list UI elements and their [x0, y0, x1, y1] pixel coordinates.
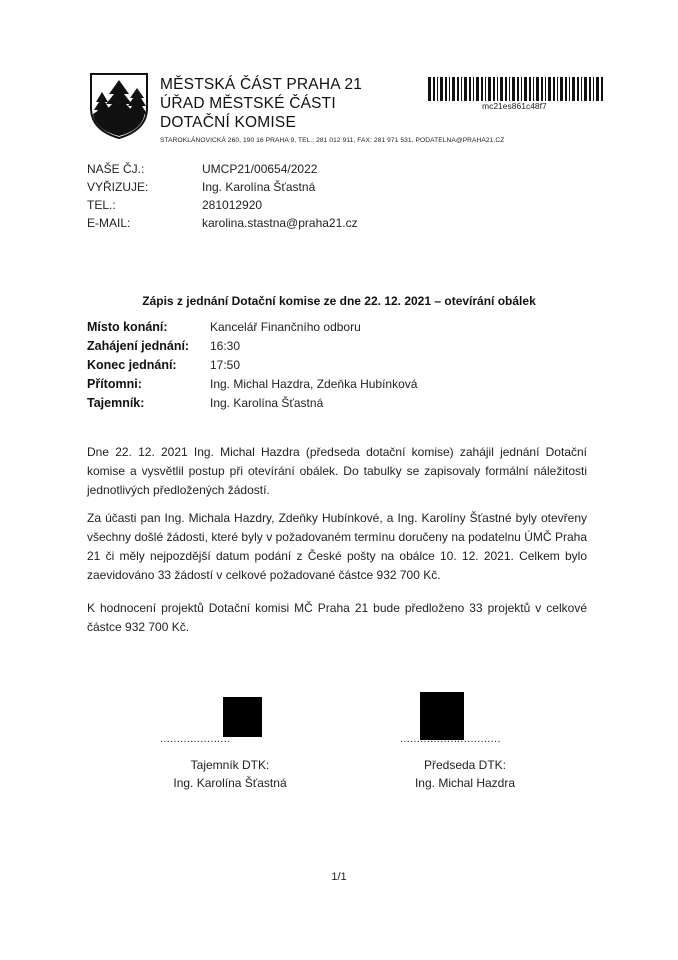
- paragraph-2: Za účasti pan Ing. Michala Hazdry, Zdeňky Hubínkové, a Ing. Karolíny Šťastné byly otevřeny všechny došlé žádosti, které byly v požadovaném termínu doručeny na podatelnu ÚMČ Praha 21 či měly nejpozdější datum podání z České pošty na obálce 10. 12. 2021. Celkem bylo zaevidováno 33 žádostí v celkové požadované částce 932 700 Kč.: [87, 511, 587, 582]
- org-name-line3: DOTAČNÍ KOMISE: [160, 114, 296, 131]
- meta-label-tel: TEL.:: [87, 198, 116, 212]
- page-number: 1/1: [331, 871, 347, 883]
- signature-name-chair: Ing. Michal Hazdra: [414, 776, 516, 790]
- meta-value-tel: 281012920: [202, 198, 263, 212]
- info-value-secretary: Ing. Karolína Šťastná: [210, 396, 324, 410]
- redacted-signature-secretary: [223, 697, 262, 737]
- signature-line-secretary: .....................: [160, 733, 231, 745]
- info-value-present: Ing. Michal Hazdra, Zdeňka Hubínková: [210, 377, 418, 391]
- meta-value-handler: Ing. Karolína Šťastná: [202, 180, 316, 194]
- info-value-start: 16:30: [210, 339, 241, 353]
- info-value-place: Kancelář Finančního odboru: [210, 320, 361, 334]
- meta-label-email: E-MAIL:: [87, 216, 131, 230]
- info-value-end: 17:50: [210, 358, 241, 372]
- signature-role-secretary: Tajemník DTK:: [190, 758, 270, 772]
- document-title: Zápis z jednání Dotační komise ze dne 22. 12. 2021 – otevírání obálek: [142, 294, 536, 308]
- signature-name-secretary: Ing. Karolína Šťastná: [173, 776, 287, 790]
- paragraph-3: K hodnocení projektů Dotační komisi MČ Praha 21 bude předloženo 33 projektů v celkové částce 932 700 Kč.: [87, 601, 587, 634]
- info-label-secretary: Tajemník:: [87, 396, 145, 410]
- info-label-place: Místo konání:: [87, 320, 168, 334]
- signature-line-chair: ..............................: [400, 733, 501, 745]
- coat-of-arms-icon: [87, 70, 151, 140]
- meta-value-email: karolina.stastna@praha21.cz: [202, 216, 358, 230]
- org-address: STAROKLÁNOVICKÁ 260, 190 16 PRAHA 9, TEL.: 281 012 911, FAX: 281 971 531, PODATELNA@PRAHA21.CZ: [160, 137, 505, 144]
- meta-value-ref: UMCP21/00654/2022: [202, 162, 318, 176]
- info-label-end: Konec jednání:: [87, 358, 177, 372]
- meta-label-handler: VYŘIZUJE:: [87, 180, 149, 194]
- barcode-code: mc21es861c48f7: [482, 101, 547, 111]
- signature-role-chair: Předseda DTK:: [423, 758, 507, 772]
- org-name-line2: ÚŘAD MĚSTSKÉ ČÁSTI: [160, 95, 336, 112]
- info-label-start: Zahájení jednání:: [87, 339, 190, 353]
- org-name-line1: MĚSTSKÁ ČÁST PRAHA 21: [160, 76, 363, 93]
- paragraph-1: Dne 22. 12. 2021 Ing. Michal Hazdra (předseda dotační komise) zahájil jednání Dotační komise a vysvětlil postup při otevírání obálek. Do tabulky se zapisovaly formální náležitosti jednotlivých předložených žádostí.: [87, 445, 587, 497]
- meta-label-ref: NAŠE ČJ.:: [87, 162, 145, 176]
- barcode-icon: [428, 77, 604, 101]
- info-label-present: Přítomni:: [87, 377, 142, 391]
